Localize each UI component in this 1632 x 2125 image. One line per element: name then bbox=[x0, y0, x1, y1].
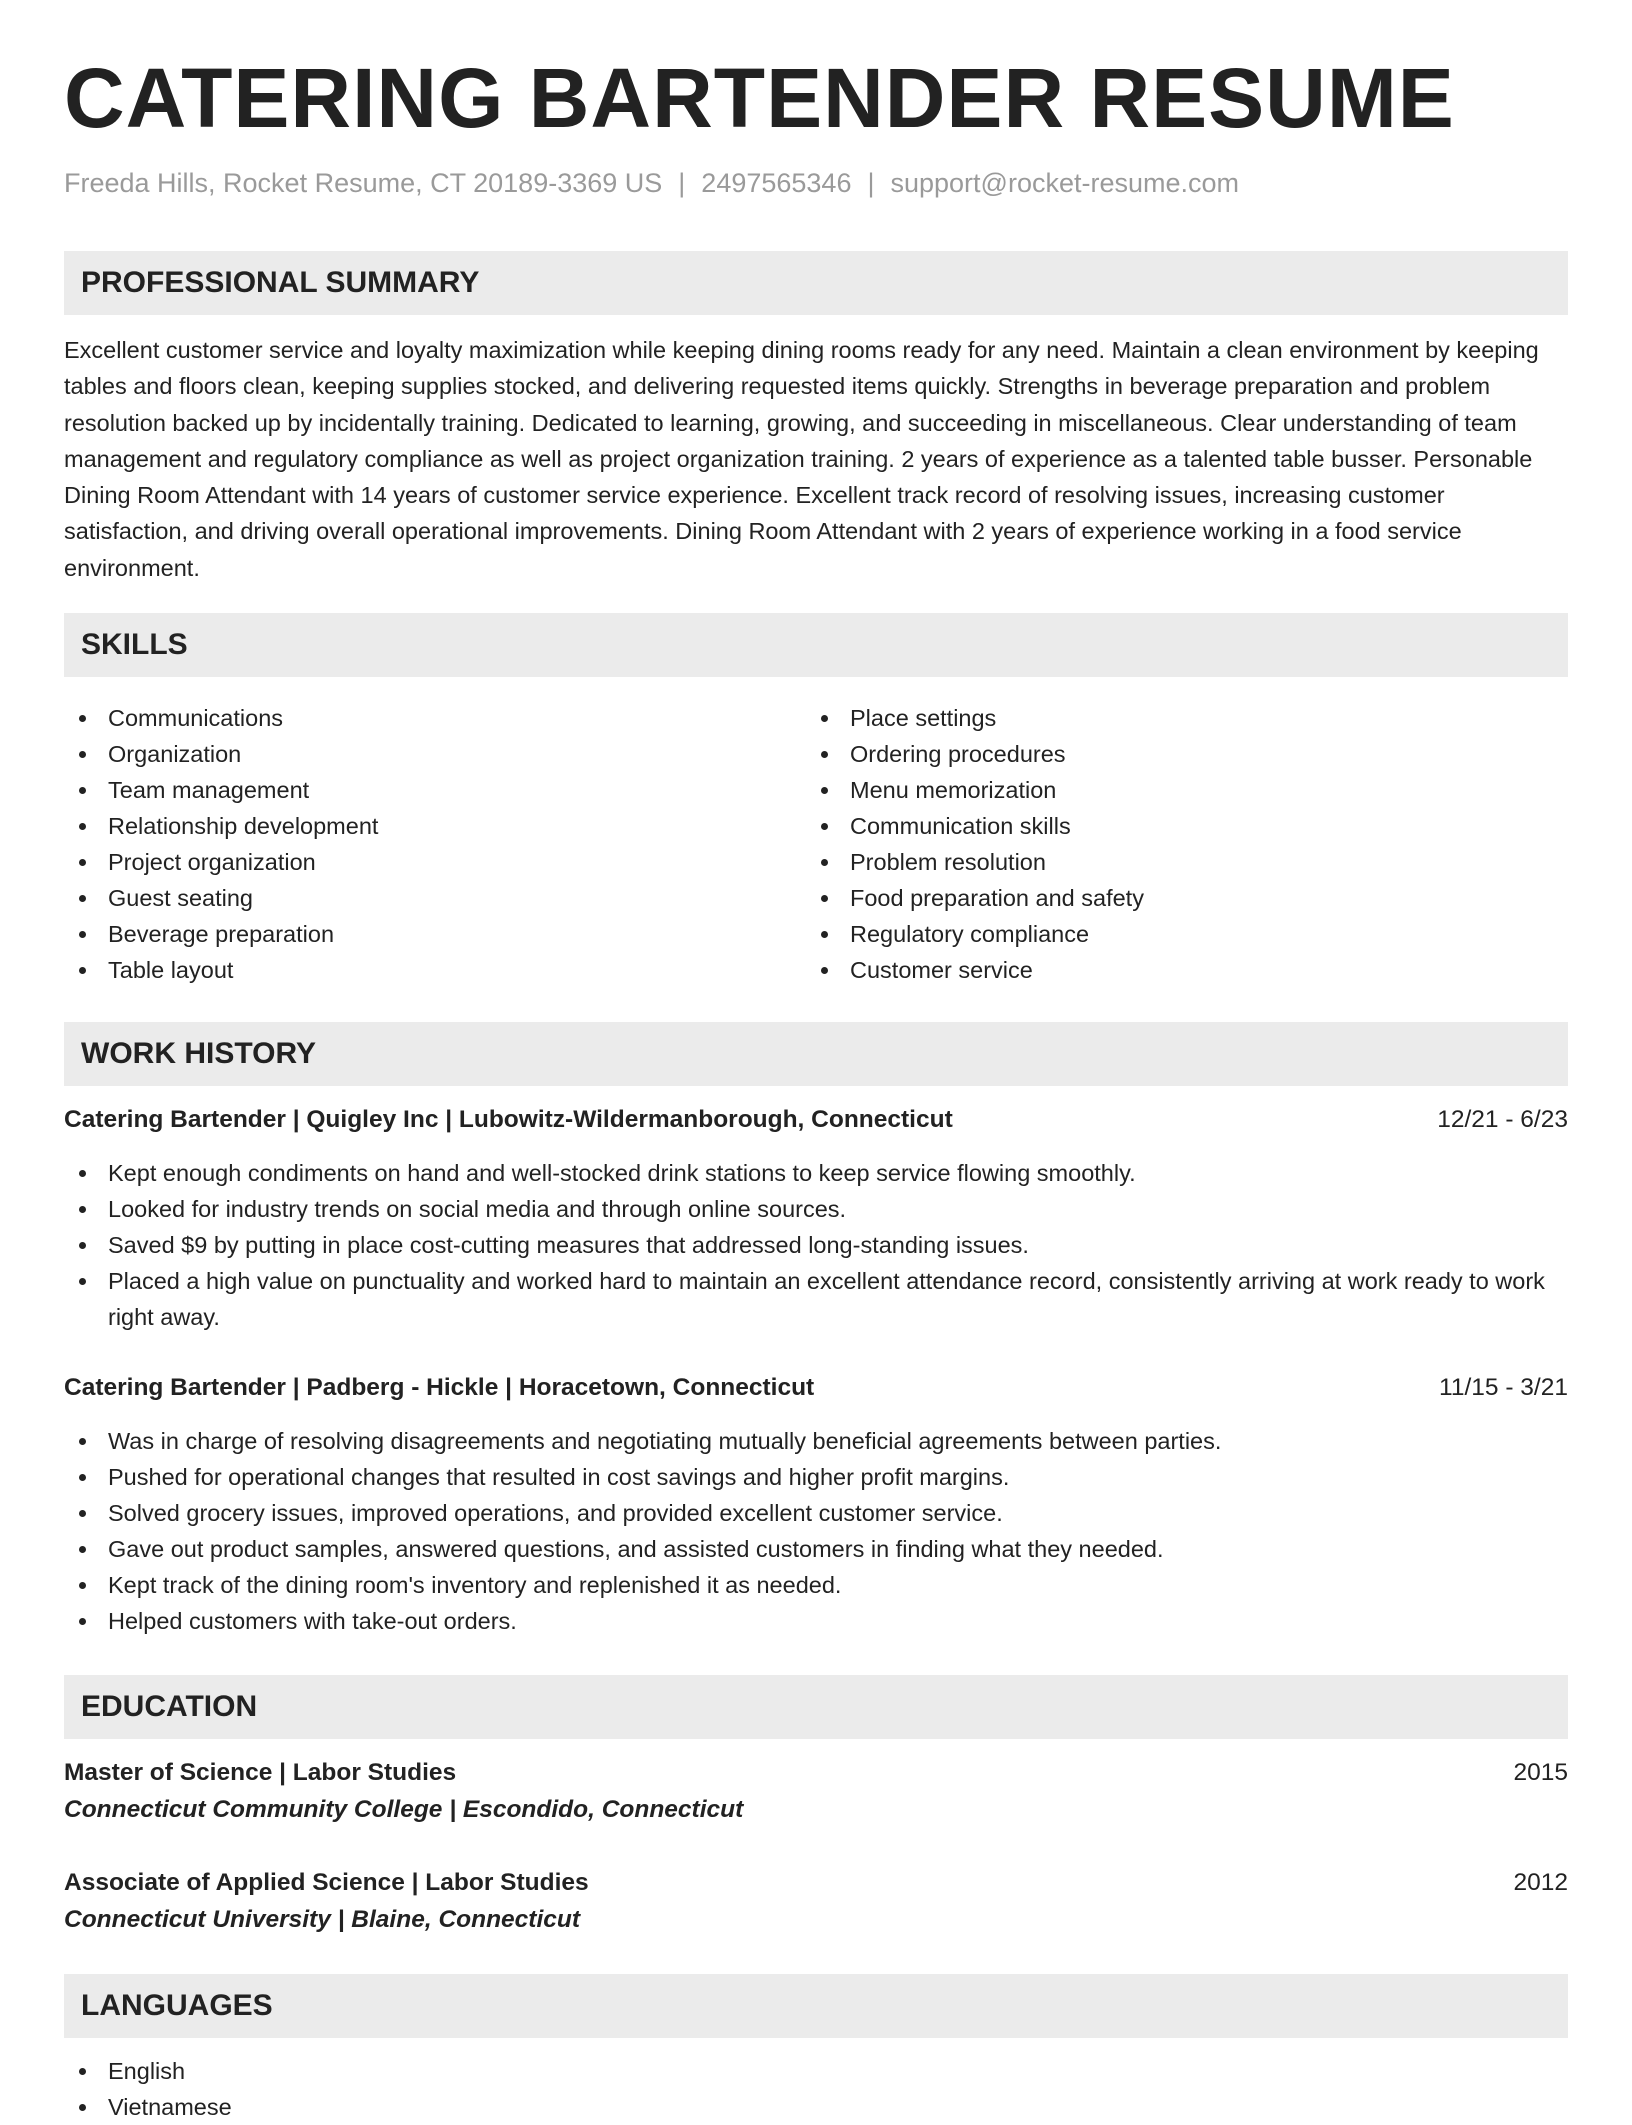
language-item: Vietnamese bbox=[64, 2089, 1568, 2125]
contact-email[interactable]: support@rocket-resume.com bbox=[890, 168, 1240, 198]
skill-item: Customer service bbox=[806, 952, 1506, 988]
section-header-languages: LANGUAGES bbox=[64, 1974, 1568, 2038]
job-bullet: Kept track of the dining room's inventory and replenished it as needed. bbox=[64, 1567, 1568, 1603]
job-title: Catering Bartender | Quigley Inc | Lubowitz-Wildermanborough, Connecticut bbox=[64, 1106, 953, 1133]
education-school: Connecticut Community College | Escondido, Connecticut bbox=[64, 1796, 744, 1823]
job-bullet: Gave out product samples, answered questions, and assisted customers in finding what they needed. bbox=[64, 1531, 1568, 1567]
job-bullet: Was in charge of resolving disagreements and negotiating mutually beneficial agreements between parties. bbox=[64, 1423, 1568, 1459]
language-item: English bbox=[64, 2053, 1568, 2089]
summary-text: Excellent customer service and loyalty maximization while keeping dining rooms ready for any need. Maintain a clean environment by keeping tables and floors clean, keeping supplies stocked, and delivering requested items quickly. Strengths in beverage preparation and problem resolution backed up by incidentally training. Dedicated to learning, growing, and succeeding in miscellaneous. Clear understanding of team management and regulatory compliance as well as project organization training. 2 years of experience as a talented table busser. Personable Dining Room Attendant with 14 years of customer service experience. Excellent track record of resolving issues, increasing customer satisfaction, and driving overall operational improvements. Dining Room Attendant with 2 years of experience working in a food service environment. bbox=[64, 337, 1539, 581]
skill-item: Menu memorization bbox=[806, 772, 1506, 808]
skill-item: Table layout bbox=[64, 952, 764, 988]
section-header-summary: PROFESSIONAL SUMMARY bbox=[64, 251, 1568, 315]
education-year: 2012 bbox=[1513, 1869, 1568, 1896]
job-bullet: Helped customers with take-out orders. bbox=[64, 1603, 1568, 1639]
contact-separator: | bbox=[678, 168, 686, 198]
skill-item: Regulatory compliance bbox=[806, 916, 1506, 952]
education-header bbox=[64, 1865, 1568, 1901]
section-header-skills: SKILLS bbox=[64, 613, 1568, 677]
section-header-education: EDUCATION bbox=[64, 1675, 1568, 1739]
skill-item: Organization bbox=[64, 736, 764, 772]
job-bullets bbox=[64, 1423, 1568, 1639]
skill-item: Communication skills bbox=[806, 808, 1506, 844]
job-bullet: Saved $9 by putting in place cost-cutting measures that addressed long-standing issues. bbox=[64, 1227, 1568, 1263]
skill-item: Problem resolution bbox=[806, 844, 1506, 880]
skill-item: Relationship development bbox=[64, 808, 764, 844]
skill-item: Beverage preparation bbox=[64, 916, 764, 952]
job-dates: 11/15 - 3/21 bbox=[1439, 1374, 1568, 1401]
job-bullet: Placed a high value on punctuality and worked hard to maintain an excellent attendance record, consistently arriving at work ready to work right away. bbox=[64, 1263, 1568, 1335]
skill-item: Guest seating bbox=[64, 880, 764, 916]
skill-item: Team management bbox=[64, 772, 764, 808]
job-header bbox=[64, 1102, 1568, 1138]
job-title: Catering Bartender | Padberg - Hickle | Horacetown, Connecticut bbox=[64, 1374, 815, 1401]
skill-item: Ordering procedures bbox=[806, 736, 1506, 772]
skills-column-right bbox=[806, 700, 1506, 988]
contact-phone: 2497565346 bbox=[701, 168, 852, 198]
job-bullets bbox=[64, 1155, 1568, 1335]
job-bullet: Looked for industry trends on social media and through online sources. bbox=[64, 1191, 1568, 1227]
skill-item: Communications bbox=[64, 700, 764, 736]
job-bullet: Kept enough condiments on hand and well-stocked drink stations to keep service flowing smoothly. bbox=[64, 1155, 1568, 1191]
contact-line bbox=[64, 168, 1239, 199]
contact-separator: | bbox=[867, 168, 875, 198]
skills-column-left bbox=[64, 700, 764, 988]
skill-item: Place settings bbox=[806, 700, 1506, 736]
job-dates: 12/21 - 6/23 bbox=[1437, 1106, 1568, 1133]
job-bullet: Pushed for operational changes that resulted in cost savings and higher profit margins. bbox=[64, 1459, 1568, 1495]
education-school: Connecticut University | Blaine, Connecticut bbox=[64, 1906, 580, 1933]
education-degree: Master of Science | Labor Studies bbox=[64, 1759, 457, 1786]
section-header-work-history: WORK HISTORY bbox=[64, 1022, 1568, 1086]
education-degree: Associate of Applied Science | Labor Studies bbox=[64, 1869, 589, 1896]
job-bullet: Solved grocery issues, improved operations, and provided excellent customer service. bbox=[64, 1495, 1568, 1531]
education-year: 2015 bbox=[1513, 1759, 1568, 1786]
job-header bbox=[64, 1370, 1568, 1406]
resume-title: CATERING BARTENDER RESUME bbox=[64, 51, 1455, 145]
education-header bbox=[64, 1755, 1568, 1791]
contact-address: Freeda Hills, Rocket Resume, CT 20189-3369 US bbox=[64, 168, 663, 198]
languages-list bbox=[64, 2053, 1568, 2125]
skill-item: Food preparation and safety bbox=[806, 880, 1506, 916]
skill-item: Project organization bbox=[64, 844, 764, 880]
